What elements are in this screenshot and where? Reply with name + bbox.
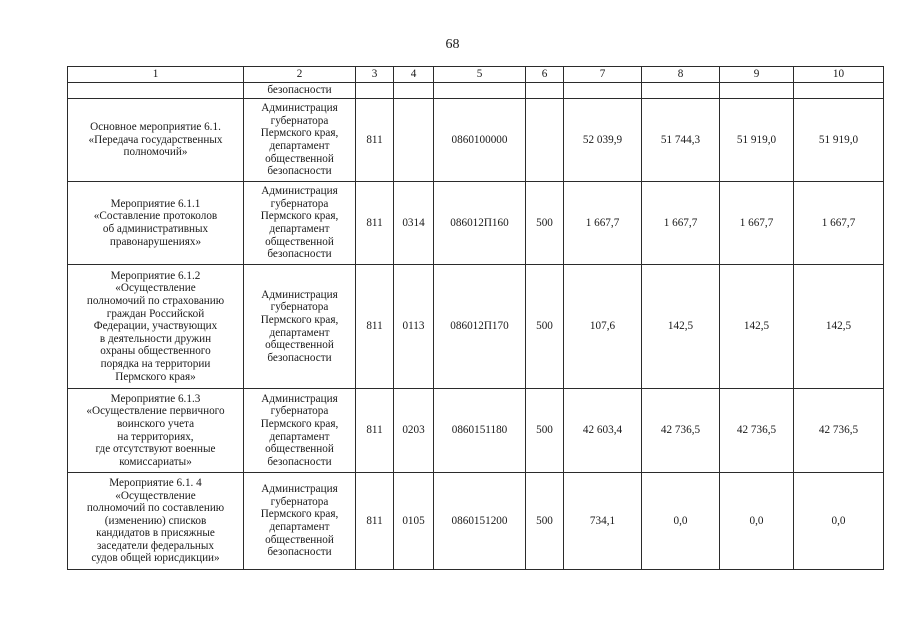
column-header: 4 bbox=[394, 67, 434, 83]
target-article: 086012П160 bbox=[434, 182, 526, 265]
expense-type bbox=[526, 99, 564, 182]
continuation-row bbox=[68, 83, 884, 99]
column-header: 9 bbox=[720, 67, 794, 83]
page-number: 68 bbox=[445, 37, 460, 52]
section-code: 0113 bbox=[394, 265, 434, 389]
amount: 0,0 bbox=[642, 473, 720, 570]
grbs-code: 811 bbox=[356, 182, 394, 265]
activity-name: Мероприятие 6.1.2 «Осуществление полномочий по страхованию граждан Российской Федерации, участвующих в деятельности дружин охраны общественного порядка на территории Пермского края» bbox=[86, 269, 225, 383]
amount: 52 039,9 bbox=[564, 99, 642, 182]
amount: 0,0 bbox=[720, 473, 794, 570]
amount: 107,6 bbox=[564, 265, 642, 389]
column-header: 10 bbox=[794, 67, 884, 83]
amount: 734,1 bbox=[564, 473, 642, 570]
activity-name: Мероприятие 6.1.1 «Составление протоколов об административных правонарушениях» bbox=[93, 197, 218, 248]
amount: 1 667,7 bbox=[720, 182, 794, 265]
target-article: 0860151200 bbox=[434, 473, 526, 570]
activity-name: Основное мероприятие 6.1. «Передача государственных полномочий» bbox=[88, 121, 223, 159]
target-article: 0860151180 bbox=[434, 389, 526, 473]
header-row bbox=[68, 67, 884, 83]
expense-type: 500 bbox=[526, 389, 564, 473]
column-header: 3 bbox=[356, 67, 394, 83]
expense-type: 500 bbox=[526, 265, 564, 389]
activity-name: Мероприятие 6.1. 4 «Осуществление полномочий по составлению (изменению) списков кандидатов в присяжные заседатели федеральных судов общей юрисдикции» bbox=[86, 476, 225, 565]
amount: 1 667,7 bbox=[642, 182, 720, 265]
table-row bbox=[68, 389, 884, 473]
amount: 142,5 bbox=[794, 265, 884, 389]
target-article: 0860100000 bbox=[434, 99, 526, 182]
section-code bbox=[394, 99, 434, 182]
expense-type: 500 bbox=[526, 182, 564, 265]
target-article: 086012П170 bbox=[434, 265, 526, 389]
amount: 1 667,7 bbox=[564, 182, 642, 265]
executor: Администрация губернатора Пермского края, департамент общественной безопасности bbox=[260, 392, 339, 468]
table-row bbox=[68, 473, 884, 570]
amount: 1 667,7 bbox=[794, 182, 884, 265]
amount: 51 744,3 bbox=[642, 99, 720, 182]
executor: Администрация губернатора Пермского края, департамент общественной безопасности bbox=[260, 102, 339, 178]
amount: 42 736,5 bbox=[794, 389, 884, 473]
column-header: 1 bbox=[68, 67, 244, 83]
amount: 51 919,0 bbox=[794, 99, 884, 182]
column-header: 2 bbox=[244, 67, 356, 83]
grbs-code: 811 bbox=[356, 99, 394, 182]
amount: 142,5 bbox=[642, 265, 720, 389]
grbs-code: 811 bbox=[356, 473, 394, 570]
amount: 142,5 bbox=[720, 265, 794, 389]
amount: 42 603,4 bbox=[564, 389, 642, 473]
column-header: 6 bbox=[526, 67, 564, 83]
column-header: 8 bbox=[642, 67, 720, 83]
amount: 42 736,5 bbox=[642, 389, 720, 473]
activity-name: Мероприятие 6.1.3 «Осуществление первичного воинского учета на территориях, где отсутствуют военные комиссариаты» bbox=[86, 392, 225, 468]
executor: Администрация губернатора Пермского края, департамент общественной безопасности bbox=[260, 483, 339, 559]
table-row bbox=[68, 265, 884, 389]
table-row bbox=[68, 182, 884, 265]
section-code: 0203 bbox=[394, 389, 434, 473]
grbs-code: 811 bbox=[356, 265, 394, 389]
executor: Администрация губернатора Пермского края, департамент общественной безопасности bbox=[260, 288, 339, 364]
section-code: 0314 bbox=[394, 182, 434, 265]
section-code: 0105 bbox=[394, 473, 434, 570]
table-row bbox=[68, 99, 884, 182]
column-header: 7 bbox=[564, 67, 642, 83]
executor: Администрация губернатора Пермского края, департамент общественной безопасности bbox=[260, 185, 339, 261]
continuation-text: безопасности bbox=[244, 83, 356, 99]
expense-type: 500 bbox=[526, 473, 564, 570]
grbs-code: 811 bbox=[356, 389, 394, 473]
amount: 42 736,5 bbox=[720, 389, 794, 473]
amount: 0,0 bbox=[794, 473, 884, 570]
column-header: 5 bbox=[434, 67, 526, 83]
amount: 51 919,0 bbox=[720, 99, 794, 182]
budget-table bbox=[67, 66, 884, 570]
